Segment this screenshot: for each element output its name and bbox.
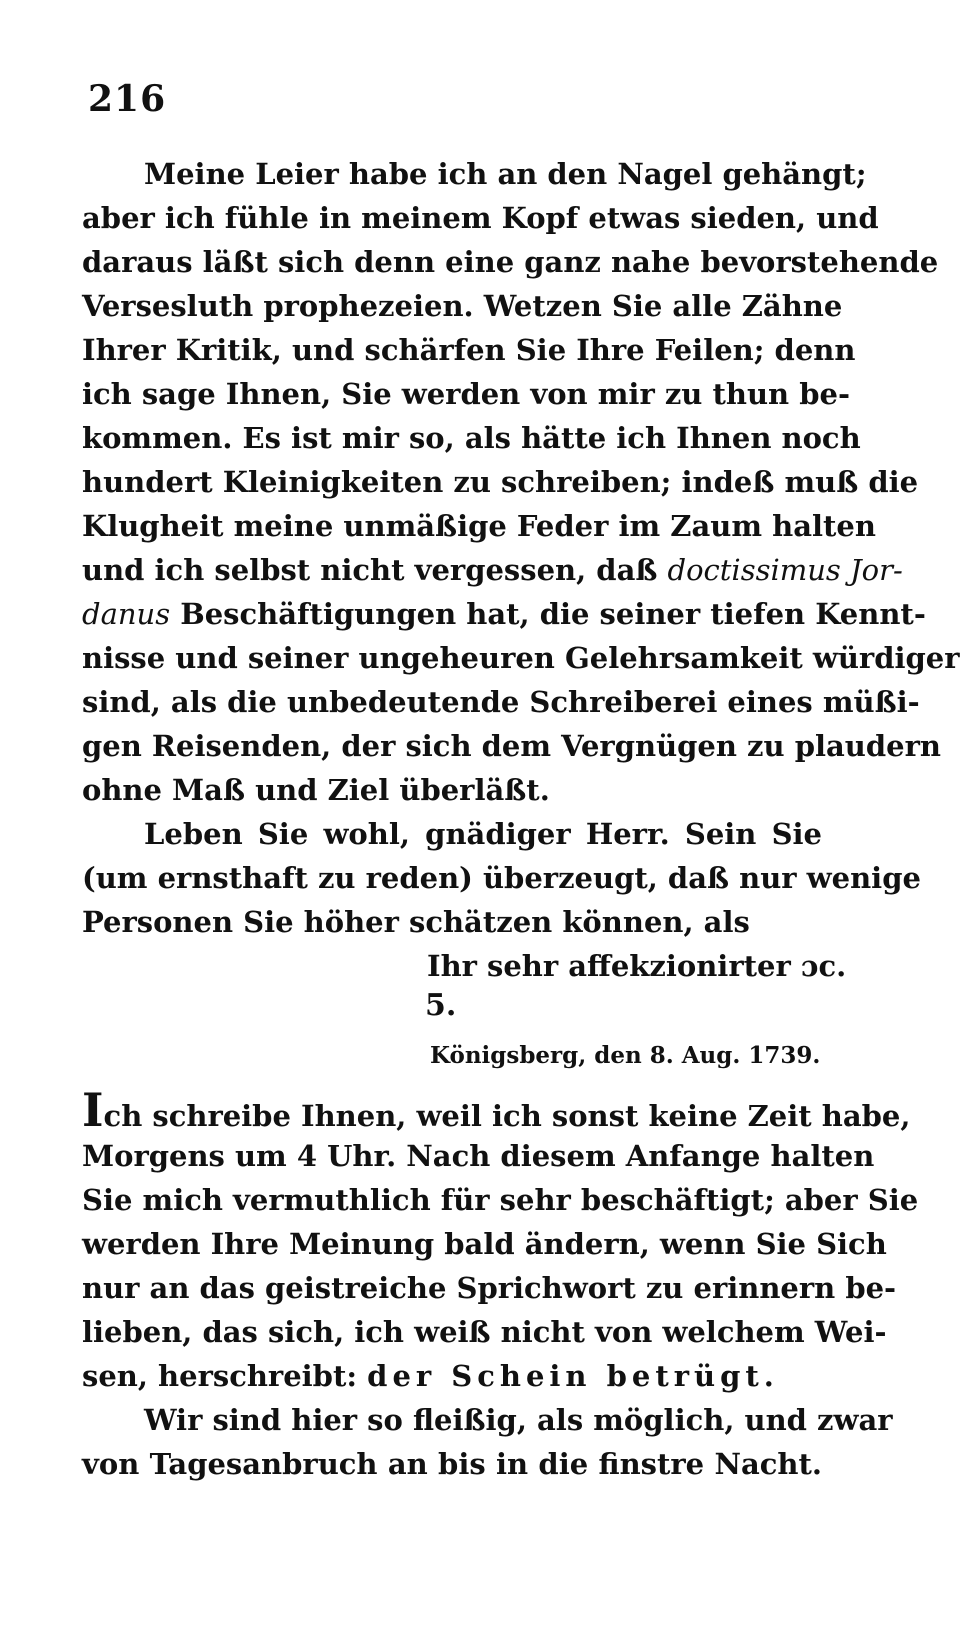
text-line: Morgens um 4 Uhr. Nach diesem Anfange halten <box>82 1139 875 1173</box>
closing-salutation: Ihr sehr affekzionirter ɔc. <box>427 949 847 983</box>
text-line: Ihrer Kritik, und schärfen Sie Ihre Feilen; denn <box>82 333 856 367</box>
latin-name: doctissimus Jor- <box>667 553 903 587</box>
letter-closing-block <box>82 152 960 988</box>
dateline: Königsberg, den 8. Aug. 1739. <box>430 1042 821 1069</box>
text-line: nisse und seiner ungeheuren Gelehrsamkeit würdiger <box>82 641 960 675</box>
text-line: (um ernsthaft zu reden) überzeugt, daß nur wenige <box>82 861 921 895</box>
text-line <box>82 548 903 592</box>
text-line: nur an das geistreiche Sprichwort zu erinnern be- <box>82 1271 897 1305</box>
text-line: ich sage Ihnen, Sie werden von mir zu thun be- <box>82 377 850 411</box>
latin-name: danus <box>82 597 171 631</box>
text-line <box>82 1083 911 1137</box>
letter-number: 5. <box>425 988 457 1023</box>
letter-body-block <box>82 1083 919 1486</box>
text-line: daraus läßt sich denn eine ganz nahe bevorstehende <box>82 245 939 279</box>
text-line: Wir sind hier so fleißig, als möglich, und zwar <box>144 1403 893 1437</box>
text-line: Sie mich vermuthlich für sehr beschäftigt; aber Sie <box>82 1183 919 1217</box>
page-number: 216 <box>88 78 167 120</box>
text-fragment: Beschäftigungen hat, die seiner tiefen Kennt- <box>170 597 926 631</box>
text-line: kommen. Es ist mir so, als hätte ich Ihnen noch <box>82 421 861 455</box>
text-line: ohne Maß und Ziel überläßt. <box>82 773 550 807</box>
drop-cap: I <box>82 1083 104 1137</box>
text-line: lieben, das sich, ich weiß nicht von welchem Wei- <box>82 1315 887 1349</box>
emphasized-phrase: der Schein betrügt. <box>367 1359 779 1393</box>
text-fragment: und ich selbst nicht vergessen, daß <box>82 553 668 587</box>
text-line: Klugheit meine unmäßige Feder im Zaum halten <box>82 509 876 543</box>
text-line <box>82 1354 822 1398</box>
text-line: Versesluth prophezeien. Wetzen Sie alle Zähne <box>82 289 843 323</box>
text-line: aber ich fühle in meinem Kopf etwas sieden, und <box>82 201 879 235</box>
text-line <box>82 592 926 636</box>
text-fragment: ch schreibe Ihnen, weil ich sonst keine Zeit habe, <box>103 1099 911 1133</box>
text-line: Personen Sie höher schätzen können, als <box>82 905 750 939</box>
text-line: Meine Leier habe ich an den Nagel gehängt; <box>144 157 867 191</box>
text-line: Leben Sie wohl, gnädiger Herr. Sein Sie <box>144 817 822 851</box>
text-line: sind, als die unbedeutende Schreiberei eines müßi- <box>82 685 920 719</box>
text-line: hundert Kleinigkeiten zu schreiben; indeß muß die <box>82 465 919 499</box>
text-fragment: sen, herschreibt: <box>82 1359 368 1393</box>
text-line: gen Reisenden, der sich dem Vergnügen zu plaudern <box>82 729 941 763</box>
text-line: werden Ihre Meinung bald ändern, wenn Sie Sich <box>82 1227 887 1261</box>
text-line: von Tagesanbruch an bis in die finstre Nacht. <box>82 1447 822 1481</box>
